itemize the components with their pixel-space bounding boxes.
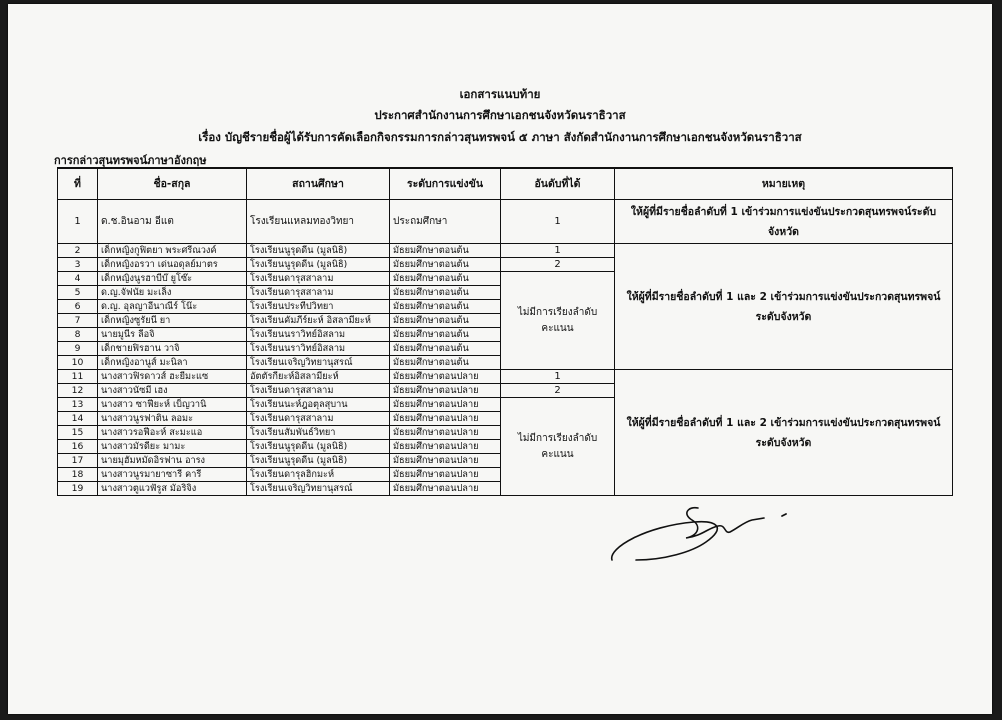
results-table [57, 167, 953, 496]
note-primary: ให้ผู้ที่มีรายชื่อลำดับที่ 1 เข้าร่วมการแข่งขันประกวดสุนทรพจน์ระดับจังหวัด [615, 200, 953, 244]
cell-name: นางสาวตูแวฟัรูส มัอริจิง [98, 482, 247, 496]
cell-school: โรงเรียนนราวิทย์อิสลาม [247, 328, 390, 342]
cell-name: นางสาวรอฟีอะห์ สะมะแอ [98, 426, 247, 440]
cell-school: โรงเรียนเจริญวิทยานุสรณ์ [247, 482, 390, 496]
col-header-name: ชื่อ-สกุล [98, 168, 247, 200]
cell-no: 9 [58, 342, 98, 356]
handwritten-signature-icon [606, 498, 806, 578]
cell-no: 6 [58, 300, 98, 314]
table-header-row [58, 168, 953, 200]
cell-school: โรงเรียนนราวิทย์อิสลาม [247, 342, 390, 356]
note-upper-secondary: ให้ผู้ที่มีรายชื่อลำดับที่ 1 และ 2 เข้าร่วมการแข่งขันประกวดสุนทรพจน์ระดับจังหวัด [615, 370, 953, 496]
cell-no: 11 [58, 370, 98, 384]
table-row [58, 244, 953, 258]
cell-name: ด.ญ. อุลญาอีนาณีร์ โน๊ะ [98, 300, 247, 314]
cell-name: นางสาวฟิรดาวส์ ฮะยีมะแซ [98, 370, 247, 384]
cell-rank: 2 [501, 384, 615, 398]
cell-school: โรงเรียนดารุสสาลาม [247, 384, 390, 398]
cell-no: 12 [58, 384, 98, 398]
cell-level: มัธยมศึกษาตอนต้น [390, 356, 501, 370]
document-page [8, 4, 992, 714]
table-row [58, 370, 953, 384]
cell-level: มัธยมศึกษาตอนปลาย [390, 454, 501, 468]
cell-school: โรงเรียนดารุสสาลาม [247, 272, 390, 286]
cell-level: มัธยมศึกษาตอนต้น [390, 244, 501, 258]
cell-school: อัตตัรกียะห์อิสลามียะห์ [247, 370, 390, 384]
cell-rank: 2 [501, 258, 615, 272]
cell-name: ด.ช.อินอาม อีแต [98, 200, 247, 244]
cell-level: มัธยมศึกษาตอนปลาย [390, 384, 501, 398]
cell-no: 16 [58, 440, 98, 454]
cell-name: เด็กหญิงกูฟิตยา พระศรีณวงค์ [98, 244, 247, 258]
cell-level: มัธยมศึกษาตอนต้น [390, 314, 501, 328]
cell-no: 1 [58, 200, 98, 244]
cell-no: 17 [58, 454, 98, 468]
cell-rank: 1 [501, 244, 615, 258]
cell-no: 2 [58, 244, 98, 258]
cell-rank: 1 [501, 370, 615, 384]
cell-level: มัธยมศึกษาตอนปลาย [390, 440, 501, 454]
cell-name: เด็กหญิงซูรัยนี ยา [98, 314, 247, 328]
col-header-no: ที่ [58, 168, 98, 200]
cell-no: 3 [58, 258, 98, 272]
cell-name: นางสาวนัซมี เฮง [98, 384, 247, 398]
cell-level: มัธยมศึกษาตอนต้น [390, 300, 501, 314]
cell-name: นางสาว ซาฟียะห์ เบ็ญวานิ [98, 398, 247, 412]
cell-level: มัธยมศึกษาตอนปลาย [390, 482, 501, 496]
cell-school: โรงเรียนดารุลฮิกมะห์ [247, 468, 390, 482]
cell-level: ประถมศึกษา [390, 200, 501, 244]
cell-level: มัธยมศึกษาตอนต้น [390, 328, 501, 342]
cell-no: 14 [58, 412, 98, 426]
cell-school: โรงเรียนนูรุดดีน (มูลนิธิ) [247, 244, 390, 258]
table-row [58, 200, 953, 244]
cell-no: 5 [58, 286, 98, 300]
col-header-note: หมายเหตุ [615, 168, 953, 200]
section-title: การกล่าวสุนทรพจน์ภาษาอังกฤษ [54, 154, 207, 167]
note-lower-secondary: ให้ผู้ที่มีรายชื่อลำดับที่ 1 และ 2 เข้าร่วมการแข่งขันประกวดสุนทรพจน์ระดับจังหวัด [615, 244, 953, 370]
no-ranking-lower: ไม่มีการเรียงลำดับคะแนน [501, 272, 615, 370]
cell-level: มัธยมศึกษาตอนปลาย [390, 412, 501, 426]
cell-name: นางสาวนูรฟาติน ลอมะ [98, 412, 247, 426]
cell-no: 8 [58, 328, 98, 342]
cell-level: มัธยมศึกษาตอนต้น [390, 258, 501, 272]
no-ranking-upper: ไม่มีการเรียงลำดับคะแนน [501, 398, 615, 496]
cell-name: นายมุฮัมหมัดอิรฟาน อารง [98, 454, 247, 468]
cell-school: โรงเรียนนูรุดดีน (มูลนิธิ) [247, 454, 390, 468]
cell-school: โรงเรียนเจริญวิทยานุสรณ์ [247, 356, 390, 370]
cell-level: มัธยมศึกษาตอนต้น [390, 286, 501, 300]
cell-school: โรงเรียนดารุสสาลาม [247, 286, 390, 300]
cell-name: นางสาวมัรดียะ มามะ [98, 440, 247, 454]
cell-no: 13 [58, 398, 98, 412]
cell-level: มัธยมศึกษาตอนปลาย [390, 426, 501, 440]
cell-name: เด็กชายฟิรฮาน วาจิ [98, 342, 247, 356]
cell-level: มัธยมศึกษาตอนต้น [390, 272, 501, 286]
cell-school: โรงเรียนสัมพันธ์วิทยา [247, 426, 390, 440]
cell-school: โรงเรียนนูรุดดีน (มูลนิธิ) [247, 440, 390, 454]
cell-level: มัธยมศึกษาตอนปลาย [390, 398, 501, 412]
cell-level: มัธยมศึกษาตอนต้น [390, 342, 501, 356]
cell-no: 10 [58, 356, 98, 370]
col-header-level: ระดับการแข่งขัน [390, 168, 501, 200]
cell-name: นางสาวนูรมายาซารี คารี [98, 468, 247, 482]
subject-line: เรื่อง บัญชีรายชื่อผู้ได้รับการคัดเลือกกิจกรรมการกล่าวสุนทรพจน์ ๕ ภาษา สังกัดสำนักงานการศึกษาเอกชนจังหวัดนราธิวาส [198, 130, 802, 144]
cell-no: 4 [58, 272, 98, 286]
cell-level: มัธยมศึกษาตอนปลาย [390, 468, 501, 482]
document-heading: เอกสารแนบท้าย [459, 87, 541, 101]
cell-name: นายมูนีร ลีอจิ [98, 328, 247, 342]
cell-name: เด็กหญิงอรวา เด่นอดุลย์มาตร [98, 258, 247, 272]
cell-school: โรงเรียนคัมภีร์ยะห์ อิสลามียะห์ [247, 314, 390, 328]
cell-school: โรงเรียนดารุสสาลาม [247, 412, 390, 426]
cell-school: โรงเรียนนะห์ฎอตุลสุบาน [247, 398, 390, 412]
cell-no: 15 [58, 426, 98, 440]
cell-name: ด.ญ.จัฟนัย มะเล็ง [98, 286, 247, 300]
cell-school: โรงเรียนประทีปวิทยา [247, 300, 390, 314]
col-header-rank: อันดับที่ได้ [501, 168, 615, 200]
cell-level: มัธยมศึกษาตอนปลาย [390, 370, 501, 384]
cell-school: โรงเรียนนูรุดดีน (มูลนิธิ) [247, 258, 390, 272]
col-header-school: สถานศึกษา [247, 168, 390, 200]
cell-rank: 1 [501, 200, 615, 244]
cell-name: เด็กหญิงอานูส์ มะนิลา [98, 356, 247, 370]
cell-no: 18 [58, 468, 98, 482]
cell-no: 7 [58, 314, 98, 328]
cell-name: เด็กหญิงนูรฮาบีบ๊ ยูโซ๊ะ [98, 272, 247, 286]
announcement-title: ประกาศสำนักงานการศึกษาเอกชนจังหวัดนราธิวาส [374, 108, 626, 122]
cell-school: โรงเรียนแหลมทองวิทยา [247, 200, 390, 244]
cell-no: 19 [58, 482, 98, 496]
